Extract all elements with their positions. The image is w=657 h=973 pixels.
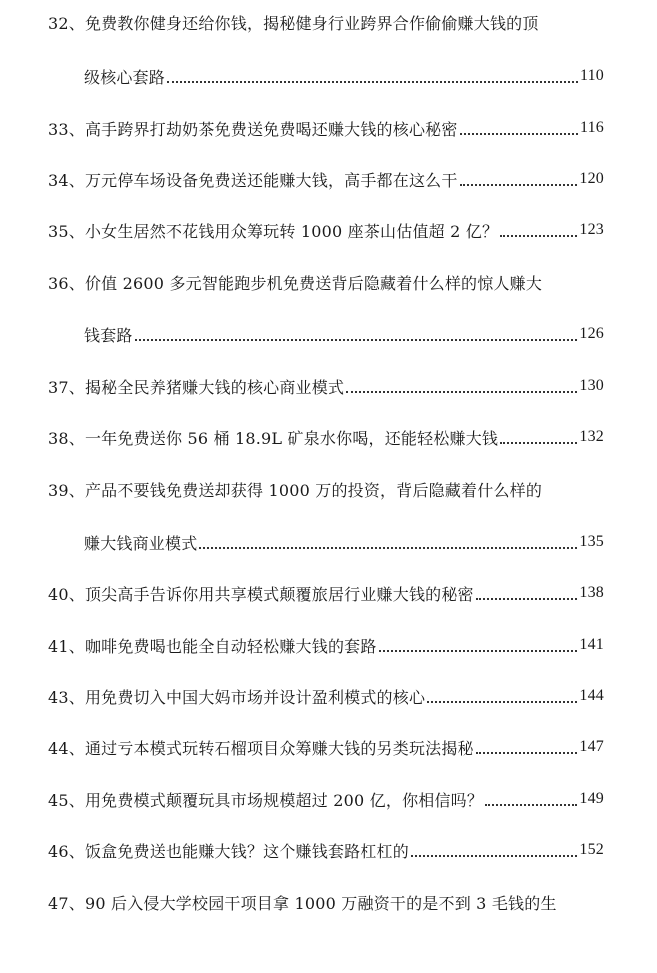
toc-entry[interactable] xyxy=(48,734,604,760)
dot-leader xyxy=(476,734,578,760)
toc-entry[interactable] xyxy=(48,580,604,606)
toc-entry-text: 39、产品不要钱免费送却获得 1000 万的投资，背后隐藏着什么样的 xyxy=(48,480,543,500)
toc-line xyxy=(48,9,604,35)
toc-page-number: 138 xyxy=(579,584,604,601)
toc-entry[interactable] xyxy=(84,321,604,347)
toc-entry[interactable] xyxy=(84,63,604,89)
toc-page-number: 135 xyxy=(579,533,604,550)
toc-entry-text: 47、90 后入侵大学校园干项目拿 1000 万融资干的是不到 3 毛钱的生 xyxy=(48,893,557,913)
toc-page-number: 116 xyxy=(579,119,604,136)
toc-entry-text: 赚大钱商业模式 xyxy=(84,533,198,553)
toc-entry[interactable] xyxy=(48,424,604,450)
dot-leader xyxy=(199,529,577,555)
toc-entry[interactable] xyxy=(48,217,604,243)
toc-page-number: 144 xyxy=(579,687,604,704)
toc-entry-text: 33、高手跨界打劫奶茶免费送免费喝还赚大钱的核心秘密 xyxy=(48,119,458,139)
dot-leader xyxy=(346,373,577,399)
toc-entry-text: 36、价值 2600 多元智能跑步机免费送背后隐藏着什么样的惊人赚大 xyxy=(48,273,543,293)
dot-leader xyxy=(135,321,578,347)
toc-page-number: 120 xyxy=(579,170,604,187)
toc-entry-text: 钱套路 xyxy=(84,325,133,345)
toc-entry[interactable] xyxy=(48,115,604,141)
dot-leader xyxy=(167,63,578,89)
dot-leader xyxy=(379,632,578,658)
toc-entry-text: 37、揭秘全民养猪赚大钱的核心商业模式 xyxy=(48,377,345,397)
toc-page-number: 130 xyxy=(579,377,604,394)
toc-entry-text: 45、用免费模式颠覆玩具市场规模超过 200 亿，你相信吗？ xyxy=(48,790,484,810)
toc-page-number: 147 xyxy=(579,738,604,755)
toc-entry[interactable] xyxy=(48,373,604,399)
toc-page-number: 123 xyxy=(579,221,604,238)
toc-page-number: 141 xyxy=(579,636,604,653)
dot-leader xyxy=(460,115,578,141)
toc-line xyxy=(48,269,604,295)
toc-entry-text: 40、顶尖高手告诉你用共享模式颠覆旅居行业赚大钱的秘密 xyxy=(48,584,474,604)
toc-entry-text: 43、用免费切入中国大妈市场并设计盈利模式的核心 xyxy=(48,687,426,707)
toc-entry-text: 44、通过亏本模式玩转石榴项目众筹赚大钱的另类玩法揭秘 xyxy=(48,738,474,758)
toc-page-number: 132 xyxy=(579,428,604,445)
dot-leader xyxy=(427,683,577,709)
toc-entry-text: 34、万元停车场设备免费送还能赚大钱，高手都在这么干 xyxy=(48,170,458,190)
dot-leader xyxy=(485,786,577,812)
toc-entry-text: 38、一年免费送你 56 桶 18.9L 矿泉水你喝，还能轻松赚大钱 xyxy=(48,428,499,448)
dot-leader xyxy=(411,837,577,863)
toc-page-number: 126 xyxy=(579,325,604,342)
toc-page-number: 110 xyxy=(579,67,604,84)
toc-entry-text: 41、咖啡免费喝也能全自动轻松赚大钱的套路 xyxy=(48,636,377,656)
toc-entry[interactable] xyxy=(48,683,604,709)
toc-entry-text: 32、免费教你健身还给你钱，揭秘健身行业跨界合作偷偷赚大钱的顶 xyxy=(48,13,539,33)
dot-leader xyxy=(460,166,578,192)
dot-leader xyxy=(476,580,578,606)
toc-line xyxy=(48,476,604,502)
toc-entry[interactable] xyxy=(48,837,604,863)
toc-entry[interactable] xyxy=(48,786,604,812)
toc-entry[interactable] xyxy=(48,166,604,192)
toc-page-number: 149 xyxy=(579,790,604,807)
toc-entry[interactable] xyxy=(48,632,604,658)
dot-leader xyxy=(500,424,577,450)
dot-leader xyxy=(500,217,577,243)
toc-entry-text: 46、饭盒免费送也能赚大钱？这个赚钱套路杠杠的 xyxy=(48,841,409,861)
toc-entry-text: 35、小女生居然不花钱用众筹玩转 1000 座茶山估值超 2 亿？ xyxy=(48,221,499,241)
toc-entry-text: 级核心套路 xyxy=(84,67,166,87)
toc-page-number: 152 xyxy=(579,841,604,858)
toc-entry[interactable] xyxy=(84,529,604,555)
toc-line xyxy=(48,889,604,915)
